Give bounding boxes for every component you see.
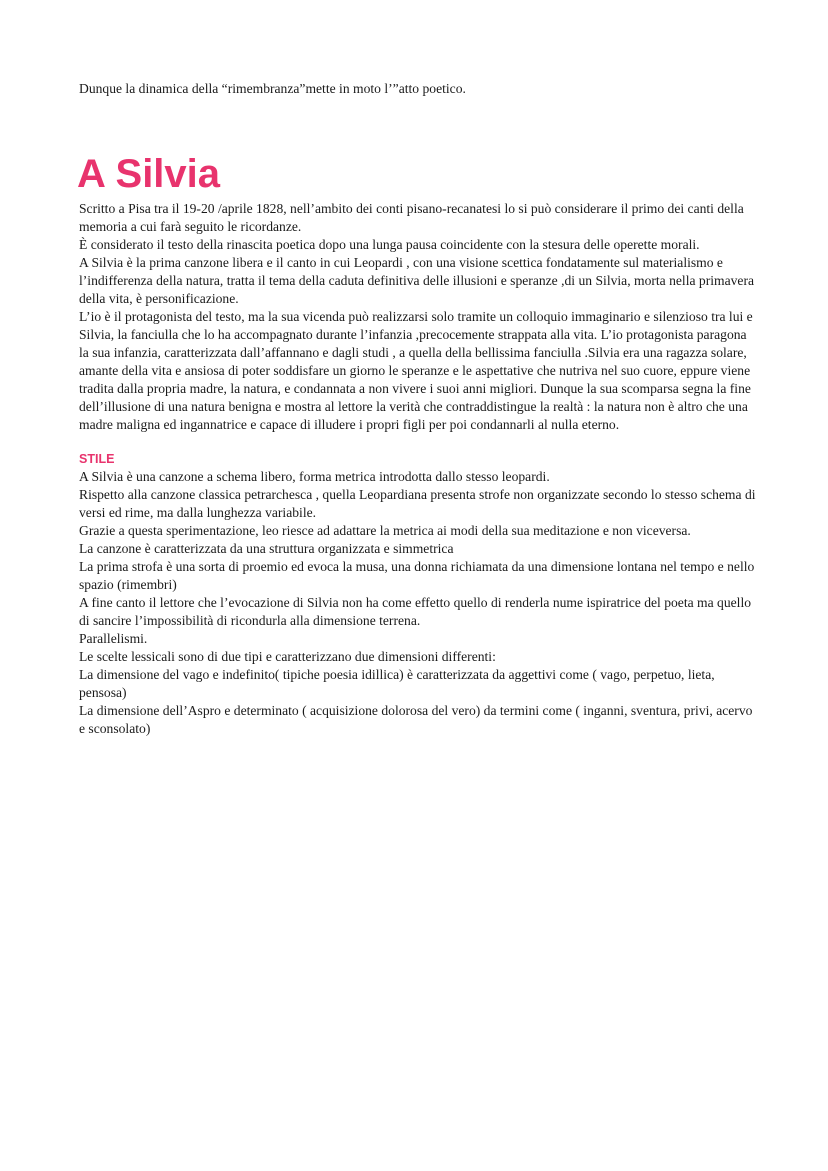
stile-line: La prima strofa è una sorta di proemio ed evoca la musa, una donna richiamata da una dimensione lontana nel tempo e nello spazio (rimembri): [79, 559, 755, 592]
stile-line: La dimensione dell’Aspro e determinato ( acquisizione dolorosa del vero) da termini come ( inganni, sventura, privi, acervo e sconsolato): [79, 703, 753, 736]
paragraph-rebirth: È considerato il testo della rinascita poetica dopo una lunga pausa coincidente con la stesura delle operette morali.: [79, 237, 700, 252]
paragraph-origin: Scritto a Pisa tra il 19-20 /aprile 1828, nell’ambito dei conti pisano-recanatesi lo si può considerare il primo dei canti della memoria a cui farà seguito le ricordanze.: [79, 201, 744, 234]
paragraph-theme: A Silvia è la prima canzone libera e il canto in cui Leopardi , con una visione scettica fondatamente sul materialismo e l’indifferenza della natura, tratta il tema della caduta definitiva delle illusioni e speranze ,di un Silvia, morta nella primavera della vita, è personificazione.: [79, 255, 755, 306]
paragraph-protagonist: L’io è il protagonista del testo, ma la sua vicenda può realizzarsi solo tramite un colloquio immaginario e silenzioso tra lui e Silvia, la fanciulla che lo ha accompagnato durante l’infanzia ,precocemente strappata alla vita. L’io protagonista paragona la sua infanzia, caratterizzata dall’affannano e dagli studi , a quella della bellissima fanciulla .Silvia era una ragazza solare, amante della vita e ansiosa di poter soddisfare un giorno le speranze e le aspettative che nutriva nel suo cuore, eppure viene tradita dalla propria madre, la natura, e condannata a non vivere i suoi anni migliori. Dunque la sua scomparsa segna la fine dell’illusione di una natura benigna e mostra al lettore la verità che contraddistingue la realtà : la natura non è altro che una madre maligna ed ingannatrice e capace di illudere i propri figli per poi condannarli al nulla eterno.: [79, 309, 753, 432]
stile-line: Rispetto alla canzone classica petrarchesca , quella Leopardiana presenta strofe non organizzate secondo lo stesso schema di versi ed rime, ma dalla lunghezza variabile.: [79, 487, 756, 520]
section-heading-stile: STILE: [79, 452, 115, 466]
intro-line: Dunque la dinamica della “rimembranza”mette in moto l’”atto poetico.: [79, 81, 466, 96]
stile-line: A Silvia è una canzone a schema libero, forma metrica introdotta dallo stesso leopardi.: [79, 469, 550, 484]
stile-line: A fine canto il lettore che l’evocazione di Silvia non ha come effetto quello di renderla nume ispiratrice del poeta ma quello di sancire l’impossibilità di ricondurla alla dimensione terrena.: [79, 595, 752, 628]
stile-line: Grazie a questa sperimentazione, leo riesce ad adattare la metrica ai modi della sua meditazione e non viceversa.: [79, 523, 691, 538]
stile-line: La dimensione del vago e indefinito( tipiche poesia idillica) è caratterizzata da aggettivi come ( vago, perpetuo, lieta, pensosa): [79, 667, 715, 700]
stile-line: Parallelismi.: [79, 631, 148, 646]
stile-line: Le scelte lessicali sono di due tipi e caratterizzano due dimensioni differenti:: [79, 649, 496, 664]
stile-line: La canzone è caratterizzata da una struttura organizzata e simmetrica: [79, 541, 454, 556]
body-text: [79, 200, 759, 738]
page-title: A Silvia: [77, 152, 221, 196]
